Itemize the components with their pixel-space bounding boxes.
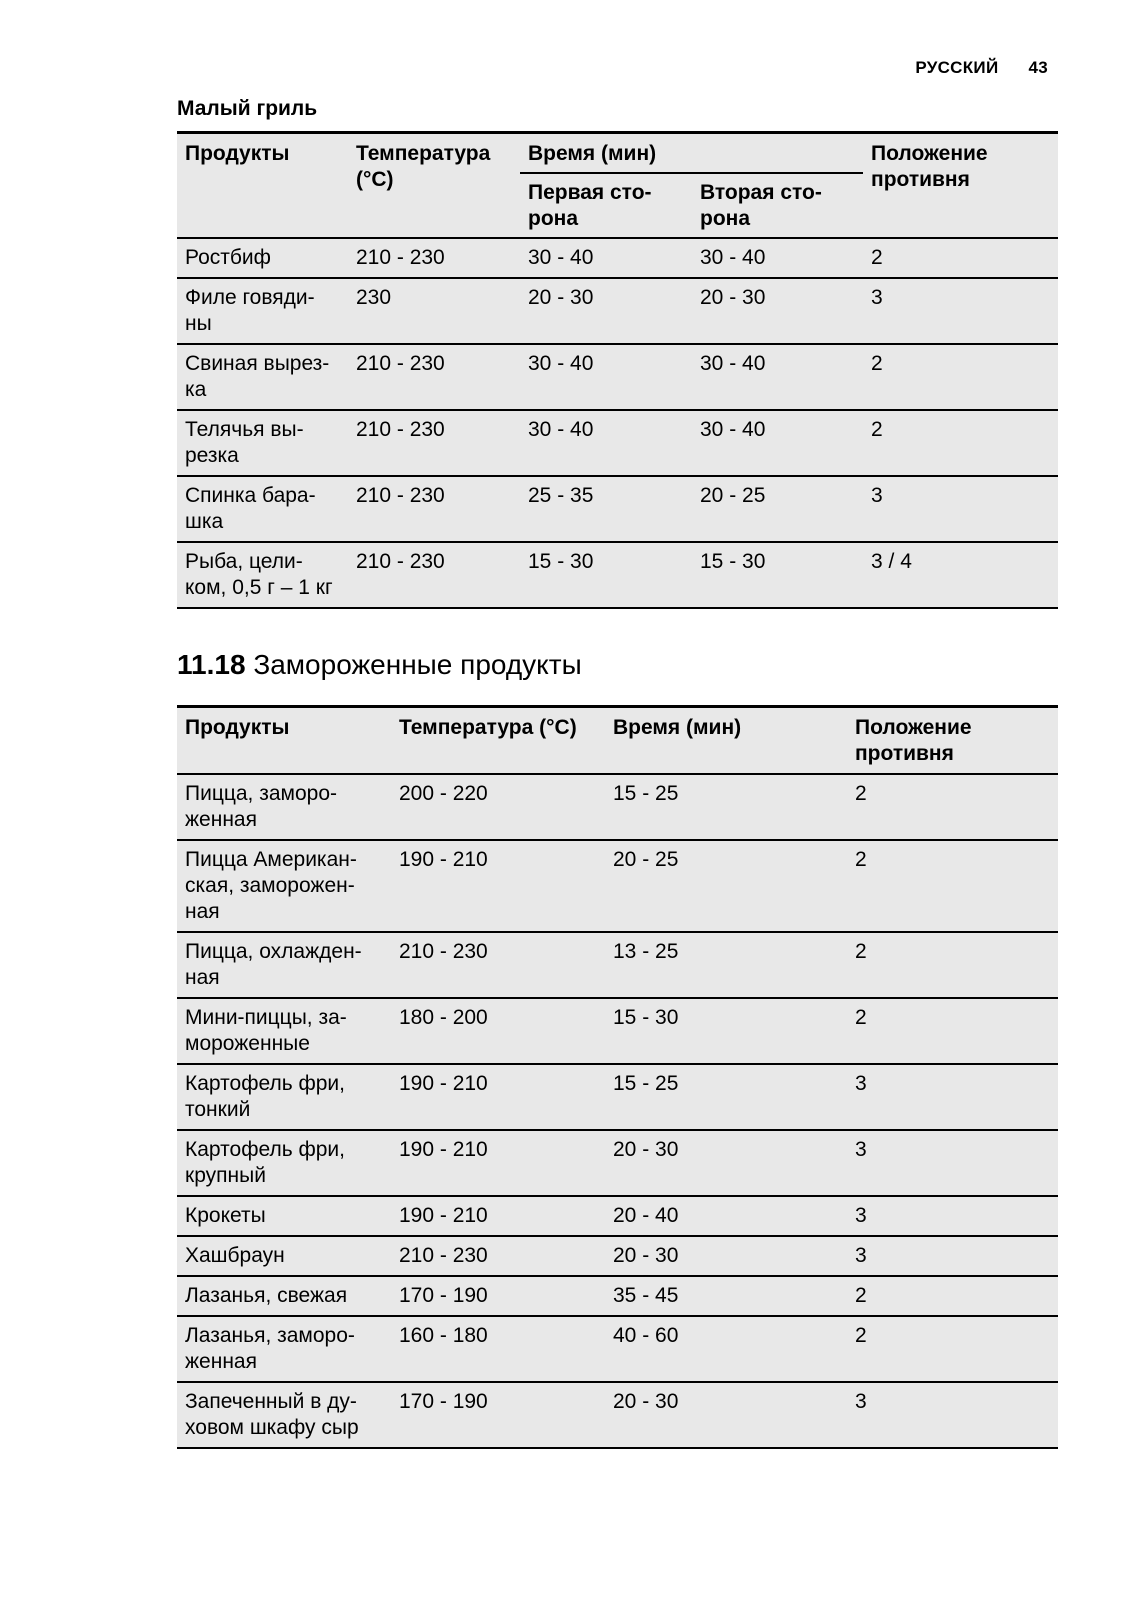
grill-cell-second: 20 - 25: [692, 476, 863, 542]
grill-header-time: Время (мин): [520, 133, 863, 174]
page-number: 43: [1028, 58, 1048, 77]
section-number: 11.18: [177, 649, 246, 680]
frozen-cell-product: Мини-пиццы, за-мороженные: [177, 998, 391, 1064]
grill-cell-position: 3: [863, 476, 1058, 542]
frozen-cell-position: 3: [847, 1236, 1058, 1276]
frozen-cell-time: 15 - 25: [605, 774, 847, 840]
frozen-cell-product: Картофель фри, тонкий: [177, 1064, 391, 1130]
frozen-cell-position: 2: [847, 998, 1058, 1064]
frozen-cell-temperature: 210 - 230: [391, 932, 605, 998]
grill-table-title: Малый гриль: [177, 97, 318, 120]
grill-cell-second: 30 - 40: [692, 238, 863, 278]
frozen-header-product: Продукты: [185, 716, 290, 739]
frozen-cell-temperature: 190 - 210: [391, 1064, 605, 1130]
grill-cell-product: Телячья вы-резка: [177, 410, 348, 476]
grill-cell-first: 30 - 40: [520, 344, 692, 410]
grill-cell-position: 2: [863, 344, 1058, 410]
frozen-cell-temperature: 190 - 210: [391, 1196, 605, 1236]
grill-header-second-side: Вторая сто-рона: [700, 181, 822, 230]
grill-cell-position: 3: [863, 278, 1058, 344]
frozen-table-row: [177, 1130, 1058, 1196]
frozen-cell-position: 2: [847, 932, 1058, 998]
frozen-cell-temperature: 170 - 190: [391, 1276, 605, 1316]
grill-header-temperature: Температура (°C): [356, 142, 491, 191]
frozen-cell-product: Пицца Американ-ская, заморожен-ная: [177, 840, 391, 932]
grill-table: [177, 131, 1058, 609]
grill-cell-temperature: 210 - 230: [348, 542, 520, 608]
frozen-table-row: [177, 1316, 1058, 1382]
grill-table-row: [177, 238, 1058, 278]
frozen-cell-time: 20 - 40: [605, 1196, 847, 1236]
frozen-table-row: [177, 840, 1058, 932]
frozen-table-row: [177, 1276, 1058, 1316]
grill-header-product: Продукты: [185, 142, 290, 165]
frozen-table-row: [177, 1064, 1058, 1130]
frozen-cell-position: 3: [847, 1130, 1058, 1196]
frozen-table: [177, 705, 1058, 1449]
frozen-cell-position: 3: [847, 1196, 1058, 1236]
frozen-cell-position: 3: [847, 1064, 1058, 1130]
grill-cell-second: 30 - 40: [692, 344, 863, 410]
grill-cell-position: 2: [863, 410, 1058, 476]
grill-cell-first: 30 - 40: [520, 410, 692, 476]
frozen-table-row: [177, 932, 1058, 998]
section-title-text: Замороженные продукты: [253, 649, 582, 680]
grill-table-row: [177, 542, 1058, 608]
frozen-cell-product: Пицца, охлажден-ная: [177, 932, 391, 998]
grill-table-row: [177, 476, 1058, 542]
frozen-cell-product: Лазанья, заморо-женная: [177, 1316, 391, 1382]
frozen-cell-temperature: 200 - 220: [391, 774, 605, 840]
frozen-cell-product: Запеченный в ду-ховом шкафу сыр: [177, 1382, 391, 1448]
frozen-cell-temperature: 160 - 180: [391, 1316, 605, 1382]
frozen-cell-position: 2: [847, 1316, 1058, 1382]
frozen-cell-product: Картофель фри, крупный: [177, 1130, 391, 1196]
grill-cell-first: 15 - 30: [520, 542, 692, 608]
frozen-cell-temperature: 180 - 200: [391, 998, 605, 1064]
header-language: РУССКИЙ: [915, 58, 999, 77]
frozen-table-row: [177, 998, 1058, 1064]
frozen-cell-time: 20 - 30: [605, 1130, 847, 1196]
frozen-table-row: [177, 774, 1058, 840]
frozen-cell-time: 20 - 30: [605, 1382, 847, 1448]
frozen-header-time: Время (мин): [613, 716, 742, 739]
grill-cell-temperature: 210 - 230: [348, 410, 520, 476]
frozen-cell-temperature: 190 - 210: [391, 840, 605, 932]
grill-cell-second: 20 - 30: [692, 278, 863, 344]
grill-cell-first: 20 - 30: [520, 278, 692, 344]
section-title: [177, 649, 582, 681]
grill-cell-first: 25 - 35: [520, 476, 692, 542]
grill-cell-second: 15 - 30: [692, 542, 863, 608]
frozen-cell-position: 2: [847, 840, 1058, 932]
frozen-cell-temperature: 210 - 230: [391, 1236, 605, 1276]
frozen-cell-time: 15 - 25: [605, 1064, 847, 1130]
grill-cell-position: 3 / 4: [863, 542, 1058, 608]
frozen-header-position: Положение противня: [855, 716, 972, 765]
grill-cell-temperature: 210 - 230: [348, 344, 520, 410]
frozen-cell-time: 35 - 45: [605, 1276, 847, 1316]
frozen-cell-position: 3: [847, 1382, 1058, 1448]
frozen-cell-temperature: 170 - 190: [391, 1382, 605, 1448]
frozen-cell-time: 15 - 30: [605, 998, 847, 1064]
grill-header-first-side: Первая сто-рона: [528, 181, 652, 230]
grill-cell-product: Спинка бара-шка: [177, 476, 348, 542]
frozen-cell-temperature: 190 - 210: [391, 1130, 605, 1196]
grill-cell-position: 2: [863, 238, 1058, 278]
grill-cell-first: 30 - 40: [520, 238, 692, 278]
frozen-cell-time: 20 - 30: [605, 1236, 847, 1276]
frozen-cell-time: 40 - 60: [605, 1316, 847, 1382]
frozen-cell-position: 2: [847, 1276, 1058, 1316]
page-header: [915, 58, 1048, 78]
grill-cell-temperature: 210 - 230: [348, 238, 520, 278]
grill-cell-second: 30 - 40: [692, 410, 863, 476]
grill-header-position: Положение противня: [871, 142, 988, 191]
frozen-header-temperature: Температура (°C): [399, 716, 577, 739]
grill-table-row: [177, 344, 1058, 410]
grill-cell-temperature: 230: [348, 278, 520, 344]
frozen-cell-product: Хашбраун: [177, 1236, 391, 1276]
grill-table-row: [177, 410, 1058, 476]
frozen-table-row: [177, 1236, 1058, 1276]
grill-cell-product: Ростбиф: [177, 238, 348, 278]
frozen-cell-position: 2: [847, 774, 1058, 840]
frozen-cell-product: Пицца, заморо-женная: [177, 774, 391, 840]
frozen-cell-product: Лазанья, свежая: [177, 1276, 391, 1316]
grill-cell-product: Филе говяди-ны: [177, 278, 348, 344]
grill-cell-temperature: 210 - 230: [348, 476, 520, 542]
frozen-table-row: [177, 1382, 1058, 1448]
frozen-table-row: [177, 1196, 1058, 1236]
frozen-cell-time: 13 - 25: [605, 932, 847, 998]
grill-table-row: [177, 278, 1058, 344]
grill-cell-product: Свиная вырез-ка: [177, 344, 348, 410]
frozen-cell-time: 20 - 25: [605, 840, 847, 932]
grill-cell-product: Рыба, цели-ком, 0,5 г – 1 кг: [177, 542, 348, 608]
frozen-cell-product: Крокеты: [177, 1196, 391, 1236]
